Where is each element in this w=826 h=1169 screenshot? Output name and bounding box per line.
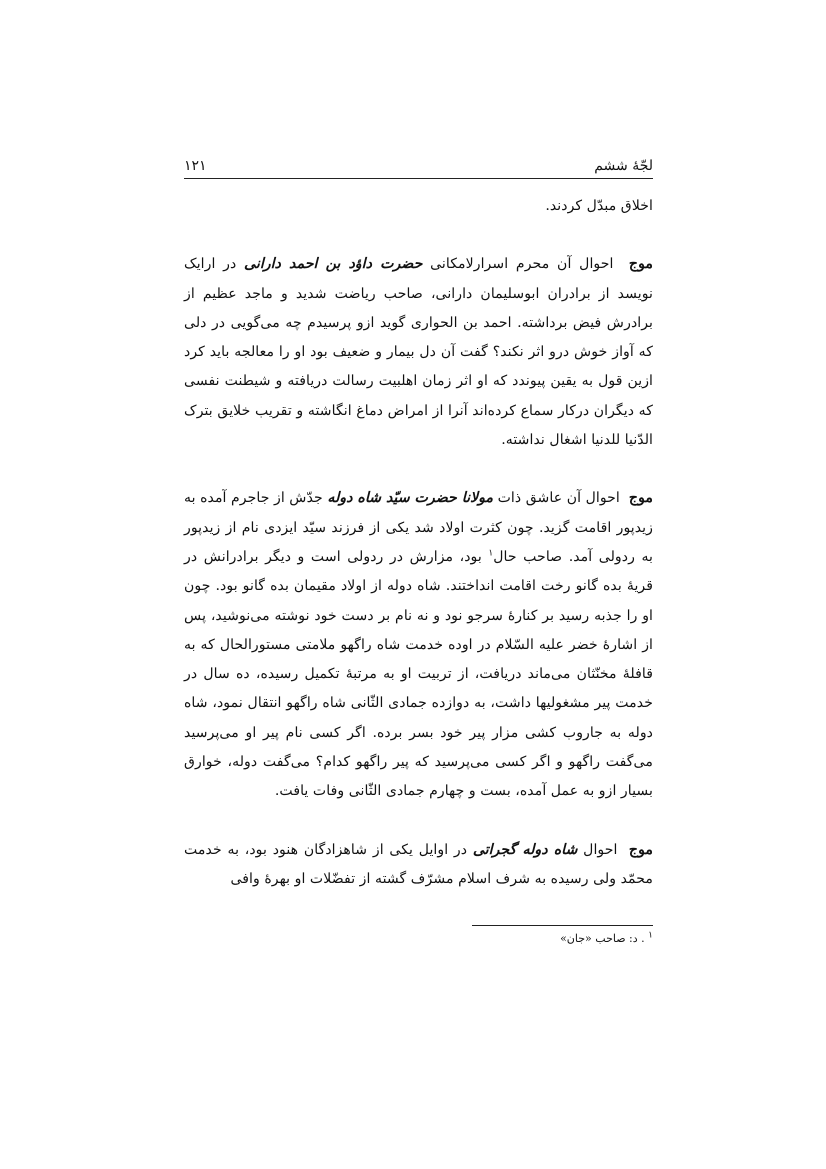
document-page (184, 0, 653, 1169)
footnote-number: ١ (648, 930, 653, 941)
entry-text: در ارایک نویسد از برادران ابوسلیمان دارانی، صاحب ریاضت شدید و ماجد عظیم از برادرش فیض برداشته. احمد بن الحواری گوید ازو پرسیدم چه می‌گویی در دلی که آواز خوش درو اثر نکند؟ گفت آن دل بیمار و ضعیف بود او را معالجه باید کرد ازین قول به یقین پیوندد که او اثر زمان اهلبیت رسالت دریافته و شیطنت نفسی که دیگران درکار سماع کرده‌اند آنرا از امراض دماغ انگاشته و تقریب خلایق بترک الدّنیا للدنیا اشغال نداشته. (184, 256, 653, 449)
chapter-title: لجّهٔ ششم (594, 158, 653, 174)
entry-name: حضرت داؤد بن احمد دارانی (244, 256, 423, 273)
entry-text: احوال (583, 841, 618, 858)
entry-keyword: موج (628, 256, 654, 273)
entry-keyword: موج (628, 841, 654, 858)
entry-text: احوال آن عاشق ذات (497, 490, 620, 507)
intro-line: اخلاق مبدّل کردند. (545, 198, 653, 214)
entry-text: در اوایل یکی از شاهزادگان هنود بود، به خدمت محمّد ولی رسیده به شرف اسلام مشرّف گشته از تفضّلات او بهرهٔ وافی (184, 841, 653, 887)
running-header (184, 150, 653, 179)
entry-text: جدّش از جاجرم آمده به زیدپور اقامت گزید. چون کثرت اولاد شد یکی از فرزند سیّد ایزدی نام از زیدپور به ردولی آمد. صاحب حال (184, 490, 653, 565)
entry-paragraph (184, 484, 653, 806)
footnote-text: . د: صاحب «جان» (560, 932, 645, 945)
page-number: ١٢١ (184, 158, 207, 174)
entry-name: شاه دوله گجراتی (472, 841, 578, 858)
footnote-reference: ١ (488, 548, 494, 559)
footnote-divider (472, 925, 653, 926)
footnote (184, 931, 653, 947)
main-text (184, 192, 653, 894)
entry-keyword: موج (628, 490, 653, 507)
entry-name: مولانا حضرت سیّد شاه دوله (327, 490, 494, 507)
entry-paragraph (184, 836, 653, 895)
entry-text: احوال آن محرم اسرارلامکانی (430, 256, 614, 273)
entry-paragraph (184, 250, 653, 455)
entry-text: بود، مزارش در ردولی است و دیگر برادرانش در قریهٔ بده گانو رخت اقامت انداختند. شاه دوله از اولاد مقیمان بده گانو بود. چون او را جذبه رسید بر کنارهٔ سرجو نود و نه نام بر دست خود نوشته می‌نوشید، پس از اشارهٔ خضر علیه السّلام در اوده خدمت شاه راگهو ملامتی مستورالحال که به قافلهٔ مخنّثان می‌ماند دریافت، از تربیت او به مرتبهٔ تکمیل رسیده، ده سال در خدمت پیر مشغولیها داشت، به دوازده جمادی الثّانی شاه راگهو انتقال نمود، شاه دوله به جاروب کشی مزار پیر خود بسر برده. اگر کسی نام پیر او می‌پرسید می‌گفت راگهو و اگر کسی می‌پرسید که پیر راگهو کدام؟ می‌گفت دوله، خوارق بسیار ازو به عمل آمده، بست و چهارم جمادی الثّانی وفات یافت. (184, 548, 653, 800)
